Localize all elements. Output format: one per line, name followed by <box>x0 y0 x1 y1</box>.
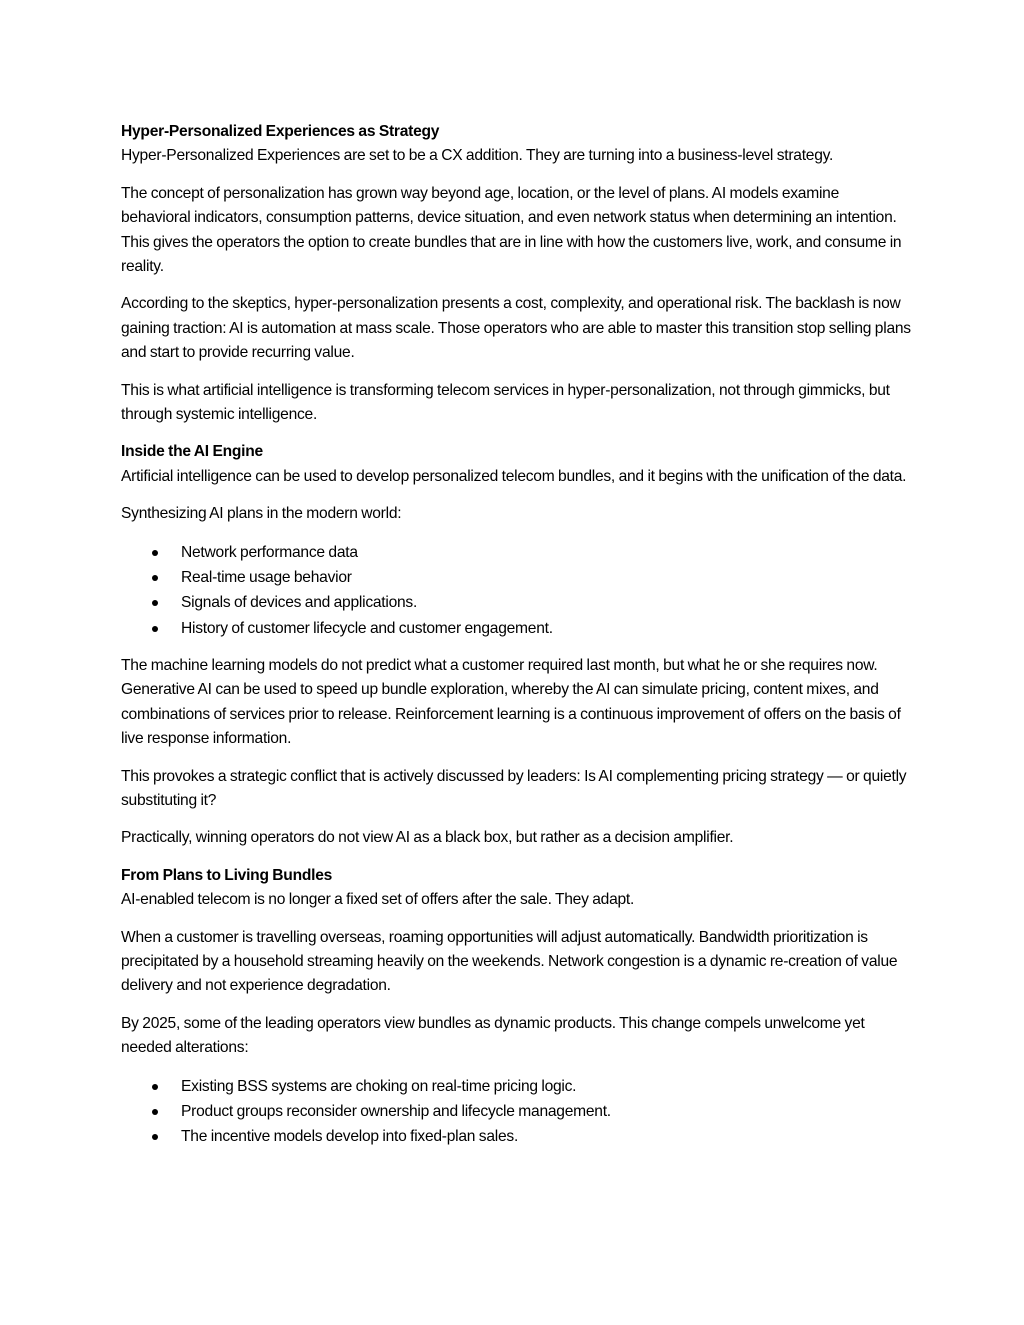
list-item <box>121 1074 911 1099</box>
list-item <box>121 1099 911 1124</box>
paragraph: AI-enabled telecom is no longer a fixed set of offers after the sale. They adapt. <box>121 891 635 909</box>
paragraph: Practically, winning operators do not view AI as a black box, but rather as a decision amplifier. <box>121 829 734 847</box>
bullet-icon <box>152 600 158 606</box>
bullet-icon <box>152 575 158 581</box>
paragraph: When a customer is travelling overseas, roaming opportunities will adjust automatically. Bandwidth prioritization is precipitated by a household streaming heavily on the weekends. Network congestion is a dynamic re-creation of value delivery and not experience degradation. <box>121 928 898 995</box>
list-item <box>121 565 911 590</box>
section-heading: Inside the AI Engine <box>121 443 263 461</box>
bullet-icon <box>152 626 158 632</box>
section-inside-ai-engine <box>121 440 911 850</box>
paragraph: This is what artificial intelligence is transforming telecom services in hyper-personalization, not through gimmicks, but through systemic intelligence. <box>121 381 890 424</box>
section-heading: Hyper-Personalized Experiences as Strategy <box>121 123 440 140</box>
bullet-icon <box>152 1109 158 1115</box>
list-item-text: Product groups reconsider ownership and lifecycle management. <box>181 1102 611 1120</box>
section-plans-to-living-bundles <box>121 864 911 1150</box>
section-heading: From Plans to Living Bundles <box>121 866 333 884</box>
paragraph: The machine learning models do not predict what a customer required last month, but what he or she requires now. Generative AI can be used to speed up bundle exploration, whereby the AI can simulate pricing, content mixes, and combinations of services prior to release. Reinforcement learning is a continuous improvement of offers on the basis of live response information. <box>121 656 901 748</box>
list-item <box>121 1124 911 1149</box>
bullet-list-alterations <box>121 1074 911 1150</box>
list-item-text: Network performance data <box>181 543 358 561</box>
section-hyper-personalized-strategy <box>121 120 911 427</box>
paragraph: Artificial intelligence can be used to develop personalized telecom bundles, and it begins with the unification of the data. <box>121 467 907 485</box>
bullet-list-data-sources <box>121 540 911 641</box>
bullet-icon <box>152 1084 158 1090</box>
bullet-icon <box>152 550 158 556</box>
list-item-text: Existing BSS systems are choking on real-time pricing logic. <box>181 1077 577 1095</box>
list-item-text: The incentive models develop into fixed-plan sales. <box>181 1128 519 1146</box>
paragraph: The concept of personalization has grown way beyond age, location, or the level of plans. AI models examine behavioral indicators, consumption patterns, device situation, and even network status when determining an intention. This gives the operators the option to create bundles that are in line with how the customers live, work, and consume in reality. <box>121 184 902 276</box>
list-item <box>121 540 911 565</box>
paragraph: Synthesizing AI plans in the modern world: <box>121 505 402 523</box>
paragraph: By 2025, some of the leading operators view bundles as dynamic products. This change compels unwelcome yet needed alterations: <box>121 1014 865 1057</box>
list-item <box>121 616 911 641</box>
paragraph: Hyper-Personalized Experiences are set to be a CX addition. They are turning into a business-level strategy. <box>121 147 834 165</box>
document-page <box>121 120 911 1162</box>
list-item-text: Real-time usage behavior <box>181 568 352 586</box>
paragraph: This provokes a strategic conflict that is actively discussed by leaders: Is AI complementing pricing strategy — or quietly substituting it? <box>121 767 907 809</box>
paragraph: According to the skeptics, hyper-personalization presents a cost, complexity, and operational risk. The backlash is now gaining traction: AI is automation at mass scale. Those operators who are able to master this transition stop selling plans and start to provide recurring value. <box>121 295 911 362</box>
list-item <box>121 590 911 615</box>
list-item-text: History of customer lifecycle and customer engagement. <box>181 619 553 637</box>
bullet-icon <box>152 1134 158 1140</box>
list-item-text: Signals of devices and applications. <box>181 594 418 612</box>
